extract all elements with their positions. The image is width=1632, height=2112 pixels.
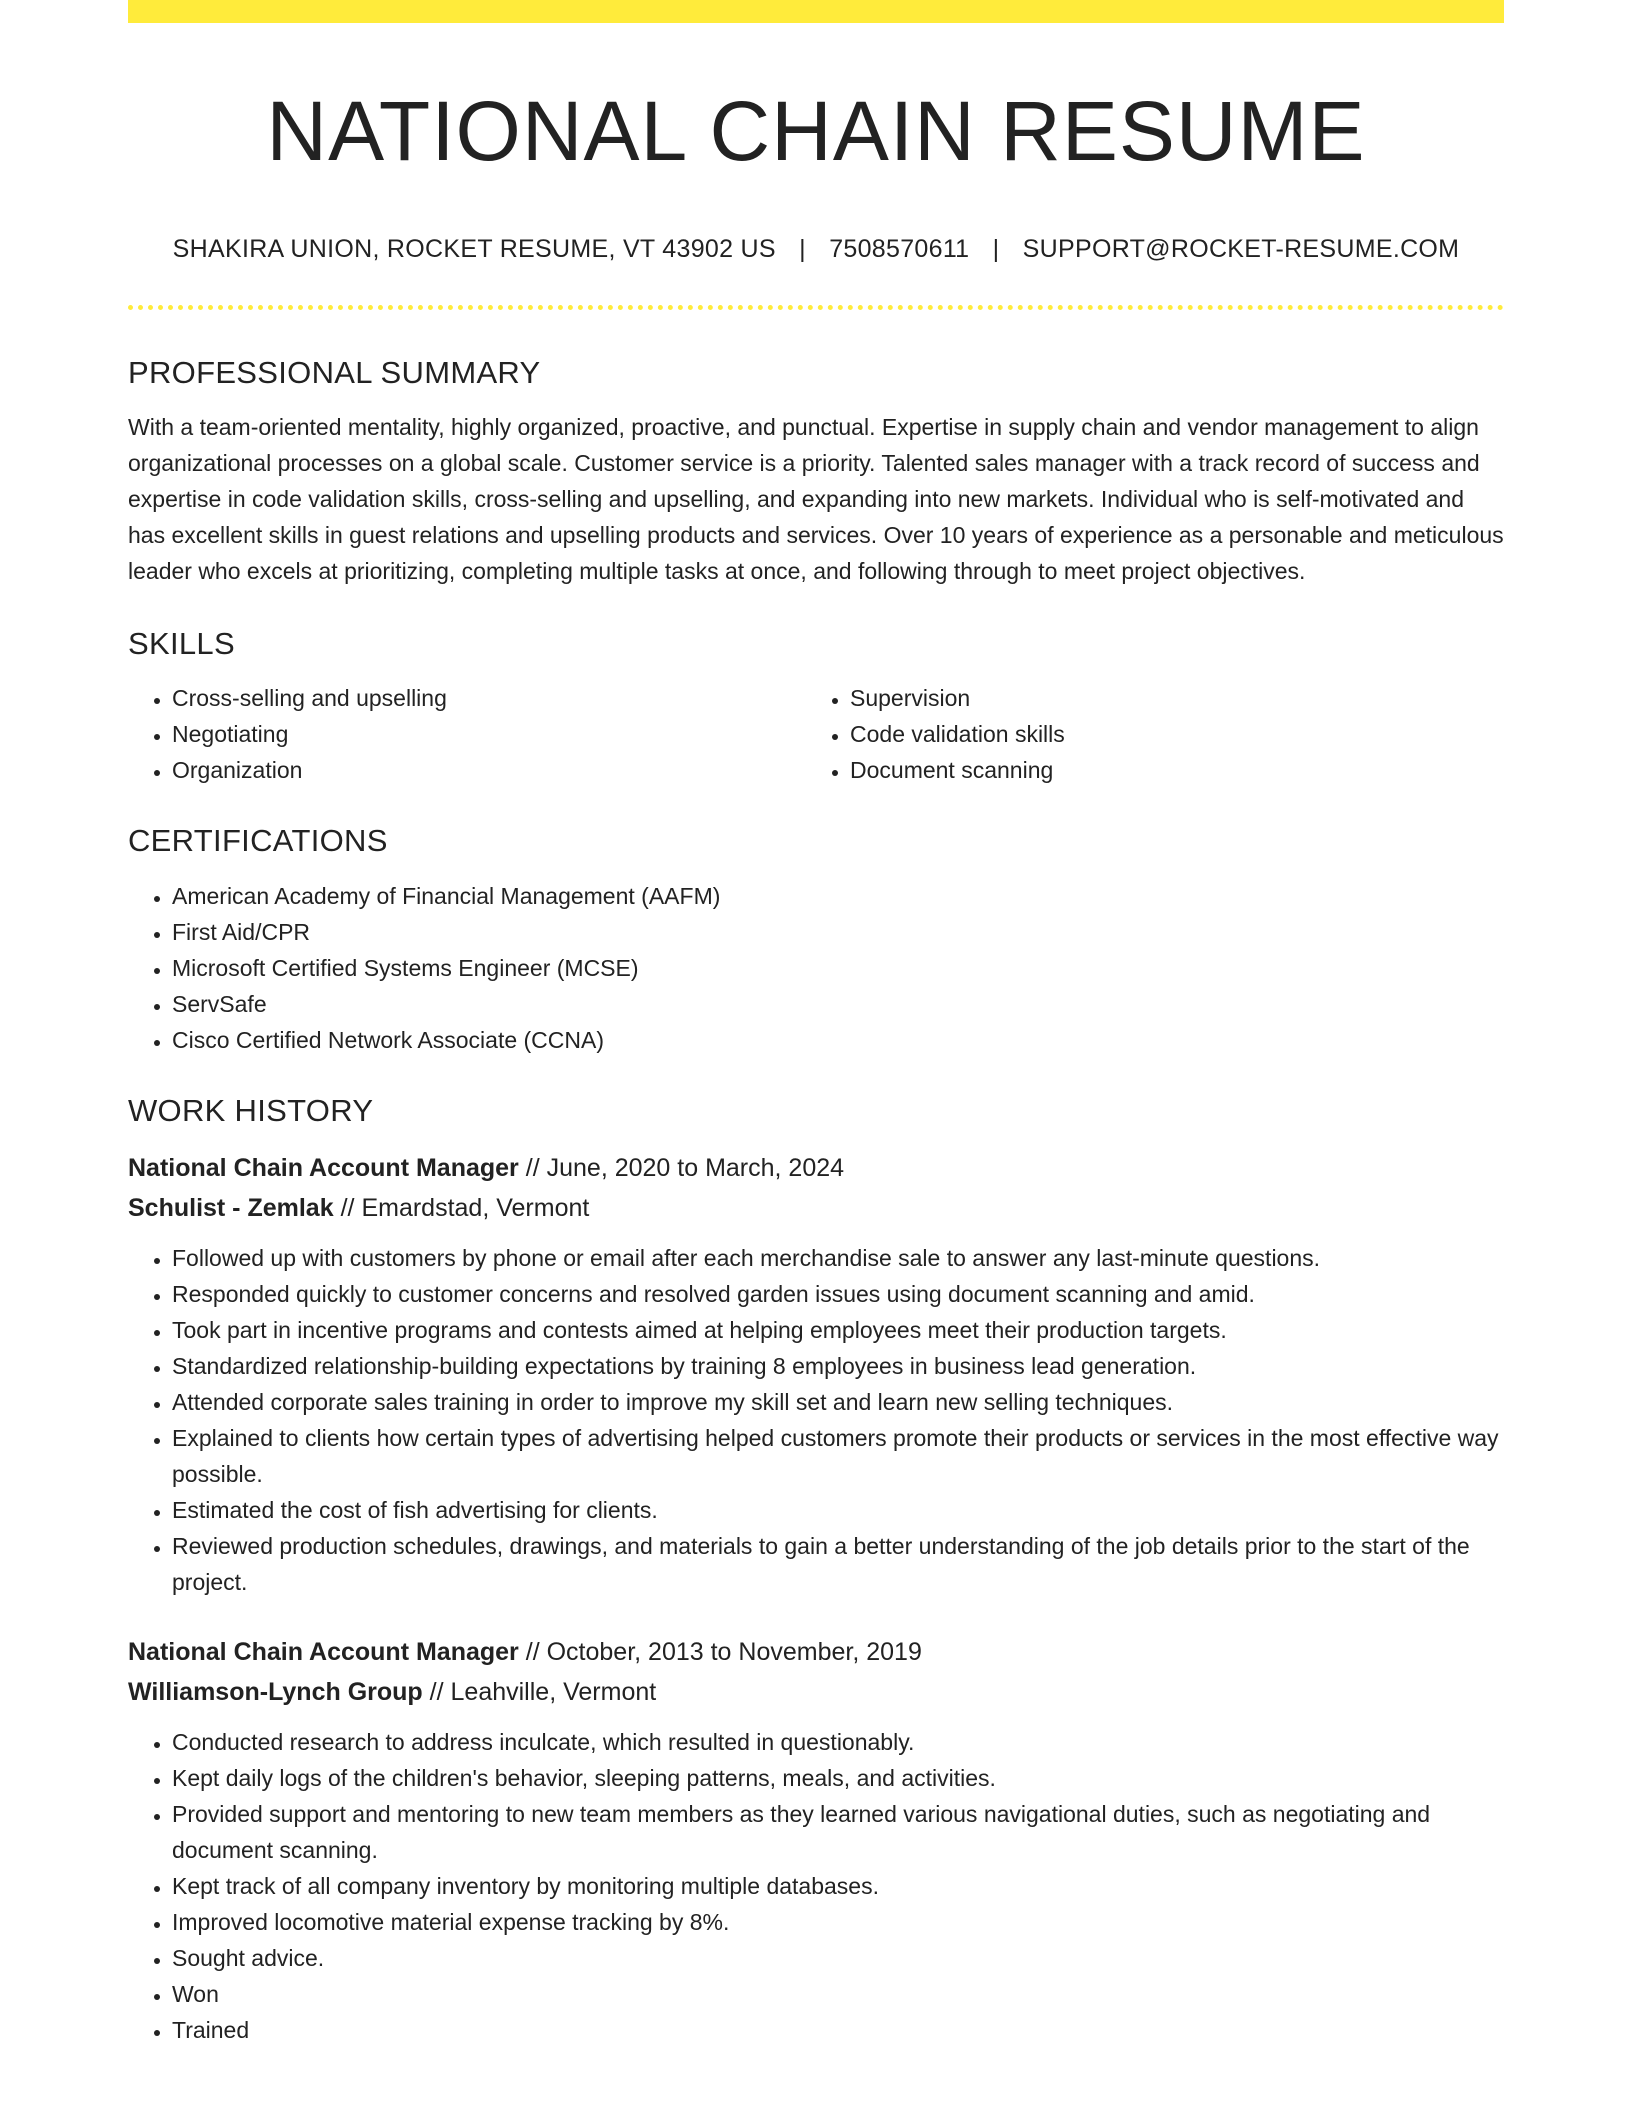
contact-address: SHAKIRA UNION, ROCKET RESUME, VT 43902 US [172, 235, 776, 263]
job-bullet: • Kept daily logs of the children's behavior, sleeping patterns, meals, and activities. [172, 1760, 1504, 1796]
contact-separator: | [992, 235, 1000, 263]
skill-item: • Cross-selling and upselling [172, 680, 806, 716]
work-history-heading: WORK HISTORY [128, 1093, 374, 1128]
resume-page [128, 0, 1504, 2048]
job-title-line [128, 1632, 1504, 1672]
job-location: Emardstad, Vermont [361, 1194, 590, 1222]
contact-phone: 7508570611 [829, 235, 970, 263]
skills-list [128, 680, 1504, 788]
summary-text: With a team-oriented mentality, highly organized, proactive, and punctual. Expertise in supply chain and vendor management to align organizational processes on a global scale. Customer service is a priority. Talented sales manager with a track record of success and expertise in code validation skills, cross-selling and upselling, and expanding into new markets. Individual who is self-motivated and has excellent skills in guest relations and upselling products and services. Over 10 years of experience as a personable and meticulous leader who excels at prioritizing, completing multiple tasks at once, and following through to meet project objectives. [128, 414, 1504, 584]
certification-item: • American Academy of Financial Management (AAFM) [172, 878, 1504, 914]
skills-heading: SKILLS [128, 626, 235, 661]
certification-item: • First Aid/CPR [172, 914, 1504, 950]
certification-item: • Microsoft Certified Systems Engineer (MCSE) [172, 950, 1504, 986]
top-accent-bar [128, 0, 1504, 23]
job-bullet: • Followed up with customers by phone or email after each merchandise sale to answer any last-minute questions. [172, 1240, 1504, 1276]
job-company-line [128, 1672, 1504, 1712]
resume-title: NATIONAL CHAIN RESUME [266, 84, 1366, 178]
job-title-line [128, 1148, 1504, 1188]
job-bullet: • Reviewed production schedules, drawings, and materials to gain a better understanding of the job details prior to the start of the project. [172, 1528, 1504, 1600]
job-dates: October, 2013 to November, 2019 [546, 1638, 922, 1666]
certifications-list [128, 878, 1504, 1058]
job-company-line [128, 1188, 1504, 1228]
job-bullets [128, 1240, 1504, 1600]
job-role: National Chain Account Manager [128, 1638, 519, 1666]
job-entry [128, 1632, 1504, 2048]
job-bullets [128, 1724, 1504, 2048]
contact-separator: | [799, 235, 806, 263]
job-entry [128, 1148, 1504, 1600]
job-bullet: • Estimated the cost of fish advertising for clients. [172, 1492, 1504, 1528]
job-divider: // [340, 1194, 355, 1222]
certification-item: • ServSafe [172, 986, 1504, 1022]
job-bullet: • Trained [172, 2012, 1504, 2048]
skill-item: • Negotiating [172, 716, 806, 752]
dotted-divider [128, 305, 1504, 310]
skill-item: • Supervision [850, 680, 1484, 716]
skills-column-left [128, 680, 806, 788]
job-bullet: • Explained to clients how certain types of advertising helped customers promote their products or services in the most effective way possible. [172, 1420, 1504, 1492]
summary-heading: PROFESSIONAL SUMMARY [128, 355, 541, 390]
job-bullet: • Took part in incentive programs and contests aimed at helping employees meet their production targets. [172, 1312, 1504, 1348]
job-divider: // [525, 1638, 540, 1666]
job-divider: // [525, 1154, 540, 1182]
job-role: National Chain Account Manager [128, 1154, 519, 1182]
job-divider: // [429, 1678, 444, 1706]
skill-item: • Organization [172, 752, 806, 788]
job-bullet: • Sought advice. [172, 1940, 1504, 1976]
contact-email: SUPPORT@ROCKET-RESUME.COM [1022, 235, 1460, 263]
skill-item: • Code validation skills [850, 716, 1484, 752]
job-company: Williamson-Lynch Group [128, 1678, 423, 1706]
skill-item: • Document scanning [850, 752, 1484, 788]
job-bullet: • Won [172, 1976, 1504, 2012]
contact-line [128, 234, 1504, 264]
job-dates: June, 2020 to March, 2024 [546, 1154, 845, 1182]
job-bullet: • Provided support and mentoring to new team members as they learned various navigational duties, such as negotiating and document scanning. [172, 1796, 1504, 1868]
certifications-heading: CERTIFICATIONS [128, 823, 388, 858]
job-location: Leahville, Vermont [450, 1678, 657, 1706]
job-bullet: • Kept track of all company inventory by monitoring multiple databases. [172, 1868, 1504, 1904]
certification-item: • Cisco Certified Network Associate (CCNA) [172, 1022, 1504, 1058]
job-bullet: • Responded quickly to customer concerns and resolved garden issues using document scanning and amid. [172, 1276, 1504, 1312]
skills-column-right [806, 680, 1484, 788]
job-bullet: • Conducted research to address inculcate, which resulted in questionably. [172, 1724, 1504, 1760]
job-bullet: • Standardized relationship-building expectations by training 8 employees in business lead generation. [172, 1348, 1504, 1384]
job-bullet: • Attended corporate sales training in order to improve my skill set and learn new selling techniques. [172, 1384, 1504, 1420]
job-company: Schulist - Zemlak [128, 1194, 334, 1222]
job-bullet: • Improved locomotive material expense tracking by 8%. [172, 1904, 1504, 1940]
